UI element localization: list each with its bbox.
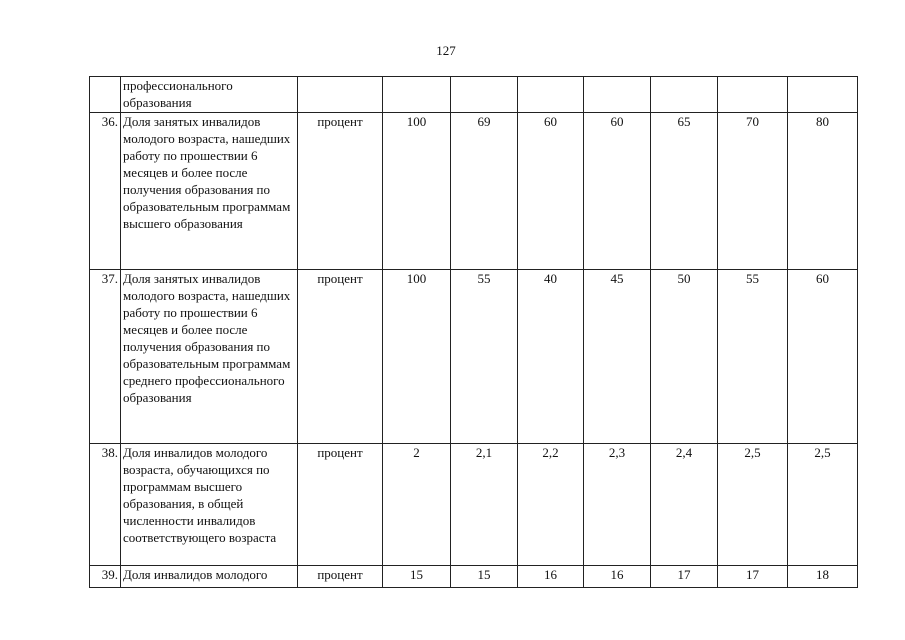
unit-cell: процент [298,113,383,270]
indicator-name: Доля инвалидов молодого возраста, обучающихся по программам высшего образования, в общей численности инвалидов соответствующего возраста [121,444,298,566]
value-cell: 2,1 [451,444,518,566]
table-row [90,113,858,270]
value-cell [584,77,651,113]
unit-cell [298,77,383,113]
indicator-table [89,76,858,588]
table-row [90,77,858,113]
table-row [90,444,858,566]
value-cell: 16 [518,566,584,588]
value-cell [718,77,788,113]
value-cell: 2,4 [651,444,718,566]
value-cell: 17 [651,566,718,588]
page-number: 127 [436,43,456,58]
value-cell: 15 [383,566,451,588]
value-cell [518,77,584,113]
row-number: 38. [90,444,121,566]
value-cell: 17 [718,566,788,588]
value-cell: 2,3 [584,444,651,566]
value-cell: 2,2 [518,444,584,566]
row-number: 36. [90,113,121,270]
value-cell: 16 [584,566,651,588]
indicator-name: Доля занятых инвалидов молодого возраста, нашедших работу по прошествии 6 месяцев и более после получения образования по образовательным программам высшего образования [121,113,298,270]
indicator-name: профессионального образования [121,77,298,113]
value-cell: 55 [718,270,788,444]
value-cell: 18 [788,566,858,588]
unit-cell: процент [298,444,383,566]
row-number [90,77,121,113]
value-cell: 40 [518,270,584,444]
row-number: 37. [90,270,121,444]
value-cell: 60 [584,113,651,270]
value-cell: 60 [788,270,858,444]
value-cell: 15 [451,566,518,588]
value-cell [651,77,718,113]
unit-cell: процент [298,566,383,588]
value-cell [383,77,451,113]
value-cell: 55 [451,270,518,444]
value-cell: 2,5 [718,444,788,566]
value-cell: 50 [651,270,718,444]
value-cell: 70 [718,113,788,270]
value-cell [788,77,858,113]
value-cell: 60 [518,113,584,270]
value-cell: 45 [584,270,651,444]
value-cell: 2 [383,444,451,566]
value-cell: 80 [788,113,858,270]
row-number: 39. [90,566,121,588]
value-cell: 69 [451,113,518,270]
value-cell [451,77,518,113]
table-row [90,270,858,444]
value-cell: 2,5 [788,444,858,566]
indicator-name: Доля инвалидов молодого [121,566,298,588]
indicator-name: Доля занятых инвалидов молодого возраста, нашедших работу по прошествии 6 месяцев и более после получения образования по образовательным программам среднего профессионального образования [121,270,298,444]
unit-cell: процент [298,270,383,444]
value-cell: 65 [651,113,718,270]
value-cell: 100 [383,270,451,444]
table-row [90,566,858,588]
value-cell: 100 [383,113,451,270]
